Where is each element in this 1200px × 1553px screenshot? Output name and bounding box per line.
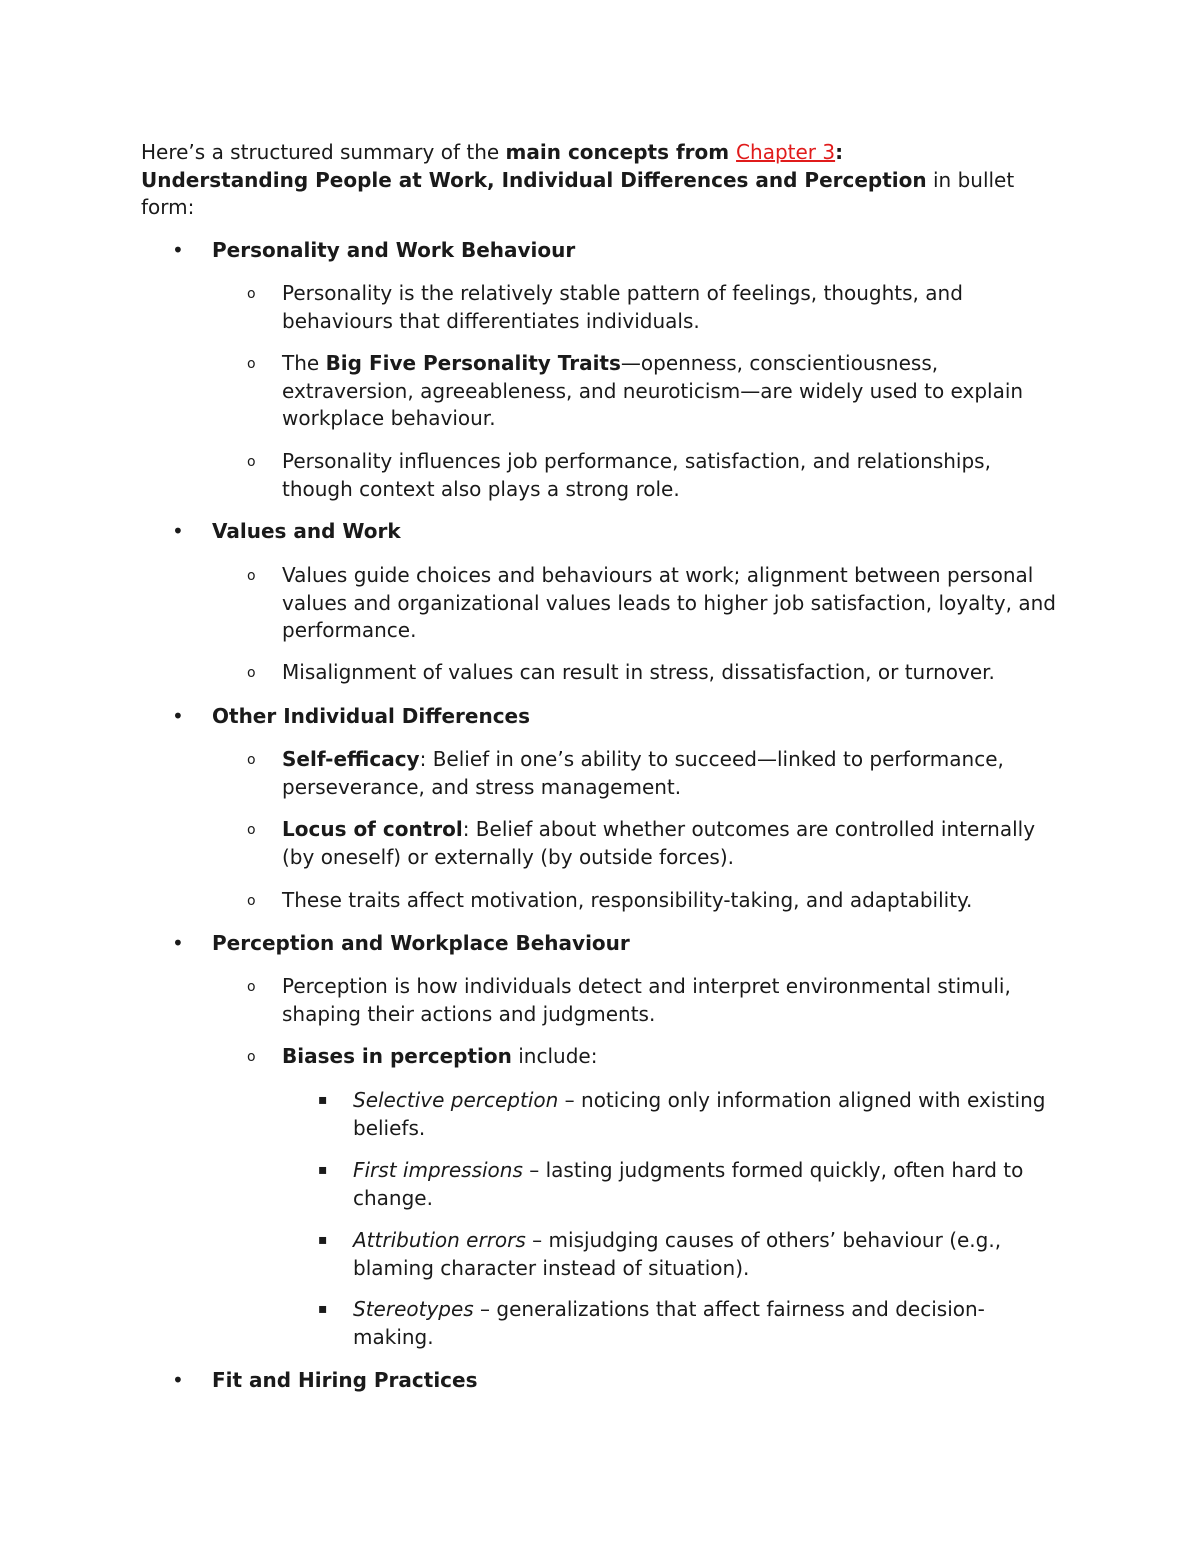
square-bullet-icon: ▪ [318,1162,328,1178]
item-text: Personality is the relatively stable pattern of feelings, thoughts, and behaviours that differentiates individuals. [282,281,963,333]
square-bullet-icon: ▪ [318,1232,328,1248]
circle-bullet-icon: o [247,752,256,768]
intro-lead: Here’s a structured summary of the [141,140,506,164]
section-title: Fit and Hiring Practices [212,1368,478,1392]
item-body: include: [511,1044,598,1068]
item-text: Values guide choices and behaviours at work; alignment between personal values and organizational values leads to higher job satisfaction, loyalty, and performance. [282,563,1056,642]
item-term: Big Five Personality Traits [325,351,621,375]
chapter-link[interactable]: Chapter 3 [736,140,836,164]
bias-term: Attribution errors [353,1228,526,1252]
circle-bullet-icon: o [247,568,256,584]
bias-term: Stereotypes [353,1297,474,1321]
intro-bold: main concepts from [505,140,737,164]
item-body: : Belief about whether outcomes are controlled internally (by oneself) or externally (by outside forces). [282,817,1036,869]
bias-body: – generalizations that affect fairness and decision-making. [353,1297,985,1349]
section-title: Values and Work [212,519,401,543]
bullet-icon: • [172,1368,184,1392]
circle-bullet-icon: o [247,665,256,681]
bias-body: – misjudging causes of others’ behaviour (e.g., blaming character instead of situation). [353,1228,1002,1280]
section-title: Perception and Workplace Behaviour [212,931,630,955]
bias-term: Selective perception [353,1088,559,1112]
intro-colon: : [835,140,844,164]
circle-bullet-icon: o [247,356,256,372]
bias-text [353,1296,1063,1351]
square-bullet-icon: ▪ [318,1092,328,1108]
item-term: Biases in perception [282,1044,512,1068]
item-body: : Belief in one’s ability to succeed—linked to performance, perseverance, and stress management. [282,747,1004,799]
bias-text [353,1157,1063,1212]
circle-bullet-icon: o [247,286,256,302]
intro-tail: in bullet form: [141,167,1015,219]
circle-bullet-icon: o [247,1049,256,1065]
item-text: Personality influences job performance, satisfaction, and relationships, though context also plays a strong role. [282,449,991,501]
square-bullet-icon: ▪ [318,1301,328,1317]
section-title: Personality and Work Behaviour [212,238,576,262]
intro-paragraph [141,139,1061,222]
bias-body: – noticing only information aligned with existing beliefs. [353,1088,1046,1140]
item-text [282,816,1062,871]
item-term: Locus of control [282,817,463,841]
item-text [282,746,1062,801]
item-text [282,350,1062,433]
item-text: These traits affect motivation, responsibility-taking, and adaptability. [282,888,973,912]
bias-text [353,1087,1063,1142]
section-title: Other Individual Differences [212,704,531,728]
circle-bullet-icon: o [247,893,256,909]
circle-bullet-icon: o [247,822,256,838]
chapter-title: Understanding People at Work, Individual Differences and Perception [141,167,927,192]
item-pre: The [282,351,326,375]
bullet-icon: • [172,704,184,728]
bias-text [353,1227,1063,1282]
bullet-icon: • [172,238,184,262]
bias-body: – lasting judgments formed quickly, often hard to change. [353,1158,1024,1210]
bias-term: First impressions [353,1158,523,1182]
circle-bullet-icon: o [247,979,256,995]
bullet-icon: • [172,931,184,955]
circle-bullet-icon: o [247,454,256,470]
item-text: Perception is how individuals detect and interpret environmental stimuli, shaping their actions and judgments. [282,974,1011,1026]
bullet-icon: • [172,519,184,543]
item-text: Misalignment of values can result in stress, dissatisfaction, or turnover. [282,660,995,684]
item-text [282,1043,1062,1071]
item-body: —openness, conscientiousness, extraversion, agreeableness, and neuroticism—are widely used to explain workplace behaviour. [282,351,1024,430]
item-term: Self-efficacy [282,747,420,771]
